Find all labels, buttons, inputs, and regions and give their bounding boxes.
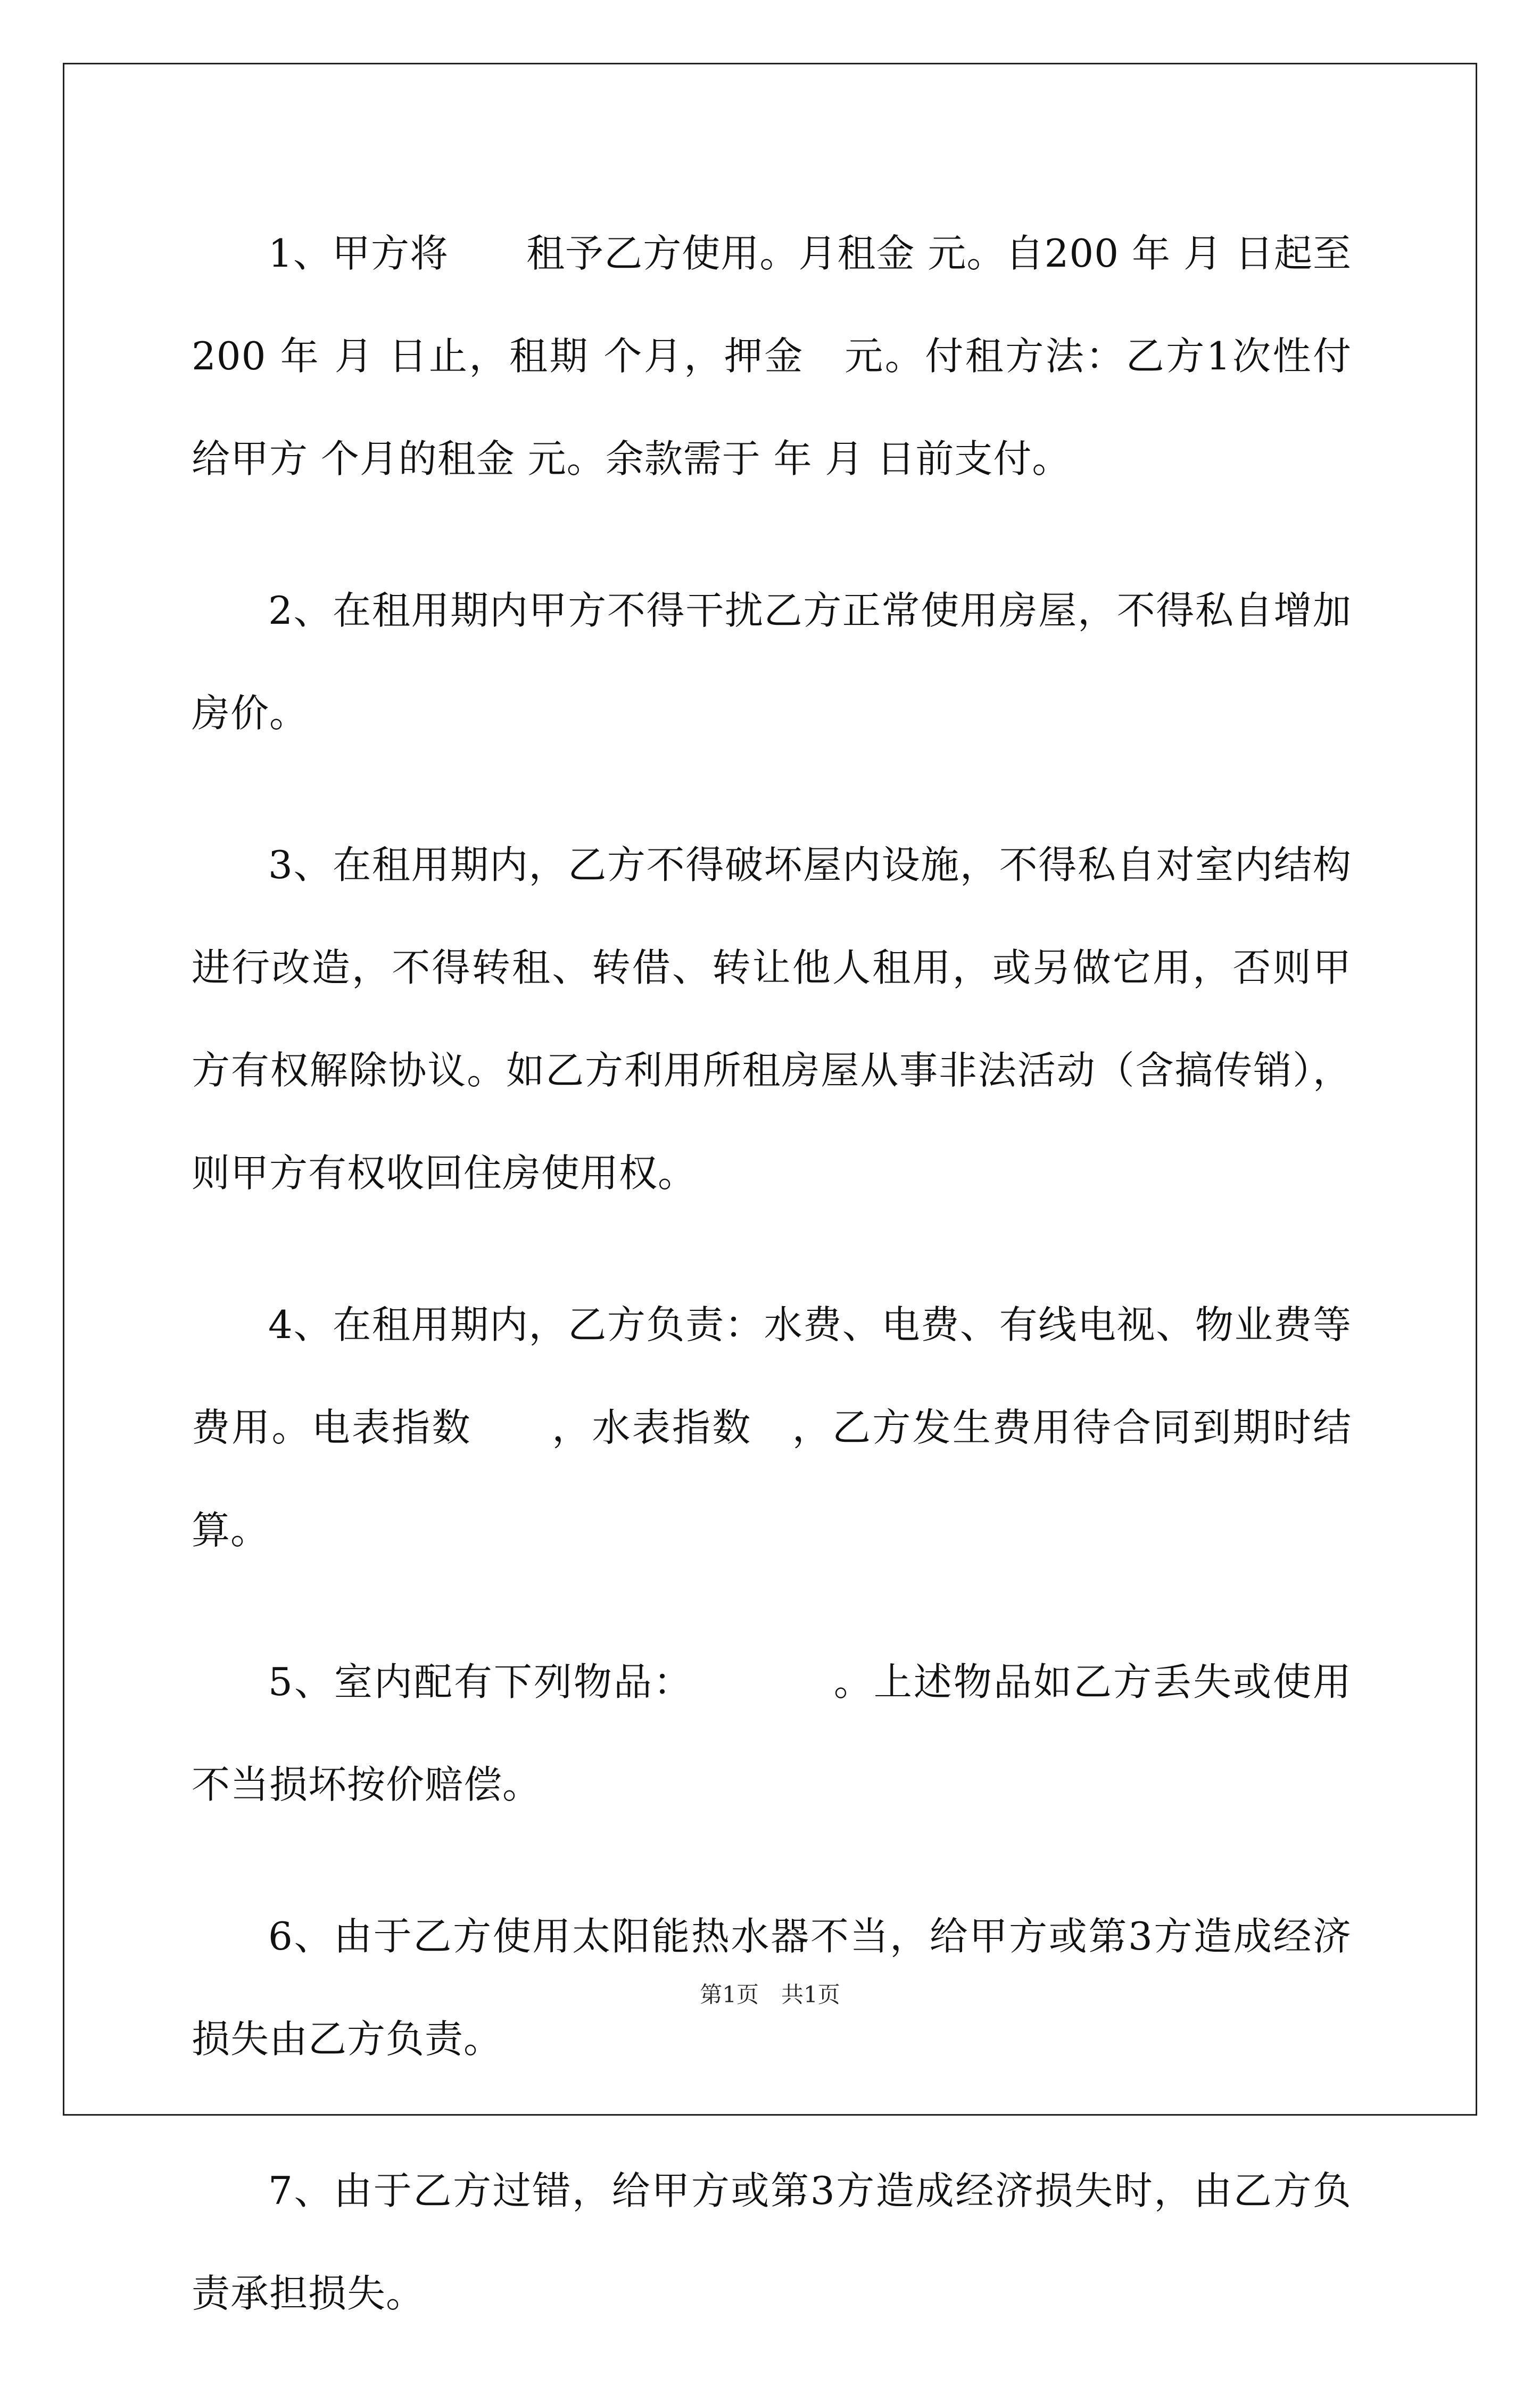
clause-3: 3、在租用期内，乙方不得破坏屋内设施，不得私自对室内结构进行改造，不得转租、转借、转让他人租用，或另做它用，否则甲方有权解除协议。如乙方利用所租房屋从事非法活动（含搞传销），则甲方有权收回住房使用权。	[192, 843, 1352, 1195]
clause-4: 4、在租用期内，乙方负责：水费、电费、有线电视、物业费等费用。电表指数 ，水表指数 ，乙方发生费用待合同到期时结算。	[192, 1302, 1352, 1553]
clause-7: 7、由于乙方过错，给甲方或第3方造成经济损失时，由乙方负责承担损失。	[192, 2168, 1352, 2316]
clause-1: 1、甲方将 租予乙方使用。月租金 元。自200 年 月 日起至200 年 月 日止，租期 个月，押金 元。付租方法：乙方1次性付给甲方 个月的租金 元。余款需于 年 月 日前支付。	[192, 231, 1352, 481]
page-number-footer: 第1页 共1页	[700, 1982, 840, 2008]
clause-5: 5、室内配有下列物品： 。上述物品如乙方丢失或使用不当损坏按价赔偿。	[192, 1660, 1352, 1807]
document-body	[192, 202, 1352, 2394]
clause-6: 6、由于乙方使用太阳能热水器不当，给甲方或第3方造成经济损失由乙方负责。	[192, 1914, 1352, 2061]
clause-2: 2、在租用期内甲方不得干扰乙方正常使用房屋，不得私自增加房价。	[192, 588, 1352, 736]
